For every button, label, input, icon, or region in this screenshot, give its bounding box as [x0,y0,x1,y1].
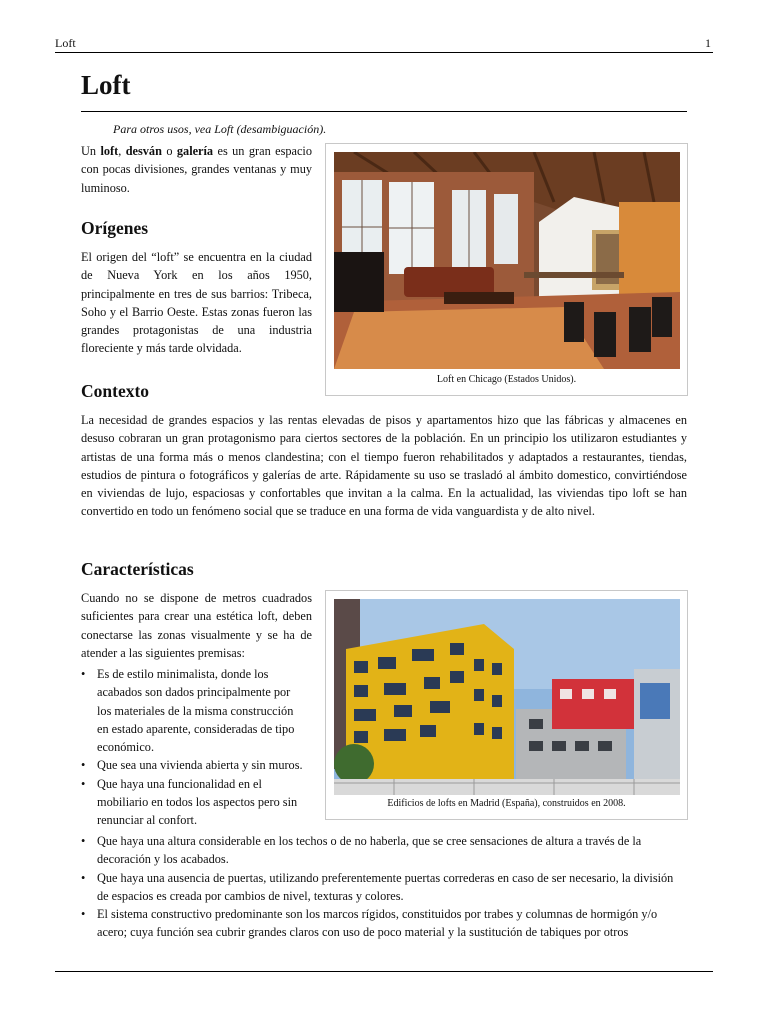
bold-term: loft [100,144,119,158]
contexto-paragraph: La necesidad de grandes espacios y las rentas elevadas de pisos y apartamentos hizo que las fábricas y almacenes en desuso cobraran un gran protagonismo para ciertos sectores de la población. En un principio los utilizaron estudiantes y artistas de una forma más o menos clandestina; con el tiempo fueron rehabilitados y adaptados a restaurantes, tiendas, estudios de pintura o fotográficos y galerías de arte. Rápidamente su uso se trasladó al ámbito domestico, convirtiéndose en viviendas de lujo, espaciosas y confortables que invitan a la calma. En la actualidad, las viviendas tipo loft se han convertido en todo un fenómeno social que se traduce en una forma de vida vanguardista y de alto nivel. [81,413,687,519]
page-header [55,36,713,53]
figure-madrid [325,590,688,820]
list-item: • El sistema constructivo predominante son los marcos rígidos, constituidos por trabes y columnas de hormigón y/o acero; cuya función sea cubrir grandes claros con uso de poco material y la sustitución de tabiques por otros [81,905,687,942]
characteristics-list-narrow [81,665,306,830]
intro-text: es un gran espacio con pocas divisiones, grandes ventanas y muy luminoso. [81,144,312,195]
heading-caracteristicas: Características [81,559,194,579]
chicago-loft-image [334,152,680,369]
intro-text: Un [81,144,101,158]
caracteristicas-intro: Cuando no se dispone de metros cuadrados suficientes para crear una estética loft, deben conectarse las zonas visualmente y se ha de atender a las siguientes premisas: [81,591,312,660]
list-item: • Que sea una vivienda abierta y sin muros. [81,756,306,774]
running-title: Loft [55,36,76,50]
bold-term: galería [176,144,214,158]
intro-text: , [118,144,126,158]
origenes-paragraph: El origen del “loft” se encuentra en la ciudad de Nueva York en los años 1950, principalmente en tres de sus barrios: Tribeca, Soho y el Barrio Oeste. Estas zonas fueron las grandes protagonistas de una industria floreciente y más tarde olvidada. [81,250,312,356]
hatnote: Para otros usos, vea Loft (desambiguación). [113,122,327,136]
heading-origenes: Orígenes [81,218,149,238]
figure-madrid-caption: Edificios de lofts en Madrid (España), construidos en 2008. [387,798,626,809]
list-item: • Que haya una ausencia de puertas, utilizando preferentemente puertas correderas en caso de ser necesario, la división de espacios es creada por cambios de nivel, texturas y colores. [81,869,687,906]
bold-term: desván [125,144,162,158]
intro-text: o [161,144,177,158]
footer-rule [55,971,713,972]
characteristics-list-wide [81,832,687,942]
title-rule [81,111,687,112]
list-item: • Es de estilo minimalista, donde los acabados son dados principalmente por los materiales de la misma construcción en estado aparente, consideradas de tipo económico. [81,665,306,756]
article-title: Loft [81,70,131,100]
figure-chicago-caption: Loft en Chicago (Estados Unidos). [436,374,577,385]
figure-chicago [325,143,688,396]
intro-paragraph [81,142,312,197]
madrid-lofts-image [334,599,680,795]
page-number: 1 [705,36,711,50]
list-item: • Que haya una funcionalidad en el mobiliario en todos los aspectos pero sin renunciar al confort. [81,775,306,830]
list-item: • Que haya una altura considerable en los techos o de no haberla, que se cree sensaciones de altura a través de la decoración y los acabados. [81,832,687,869]
heading-contexto: Contexto [81,381,150,401]
